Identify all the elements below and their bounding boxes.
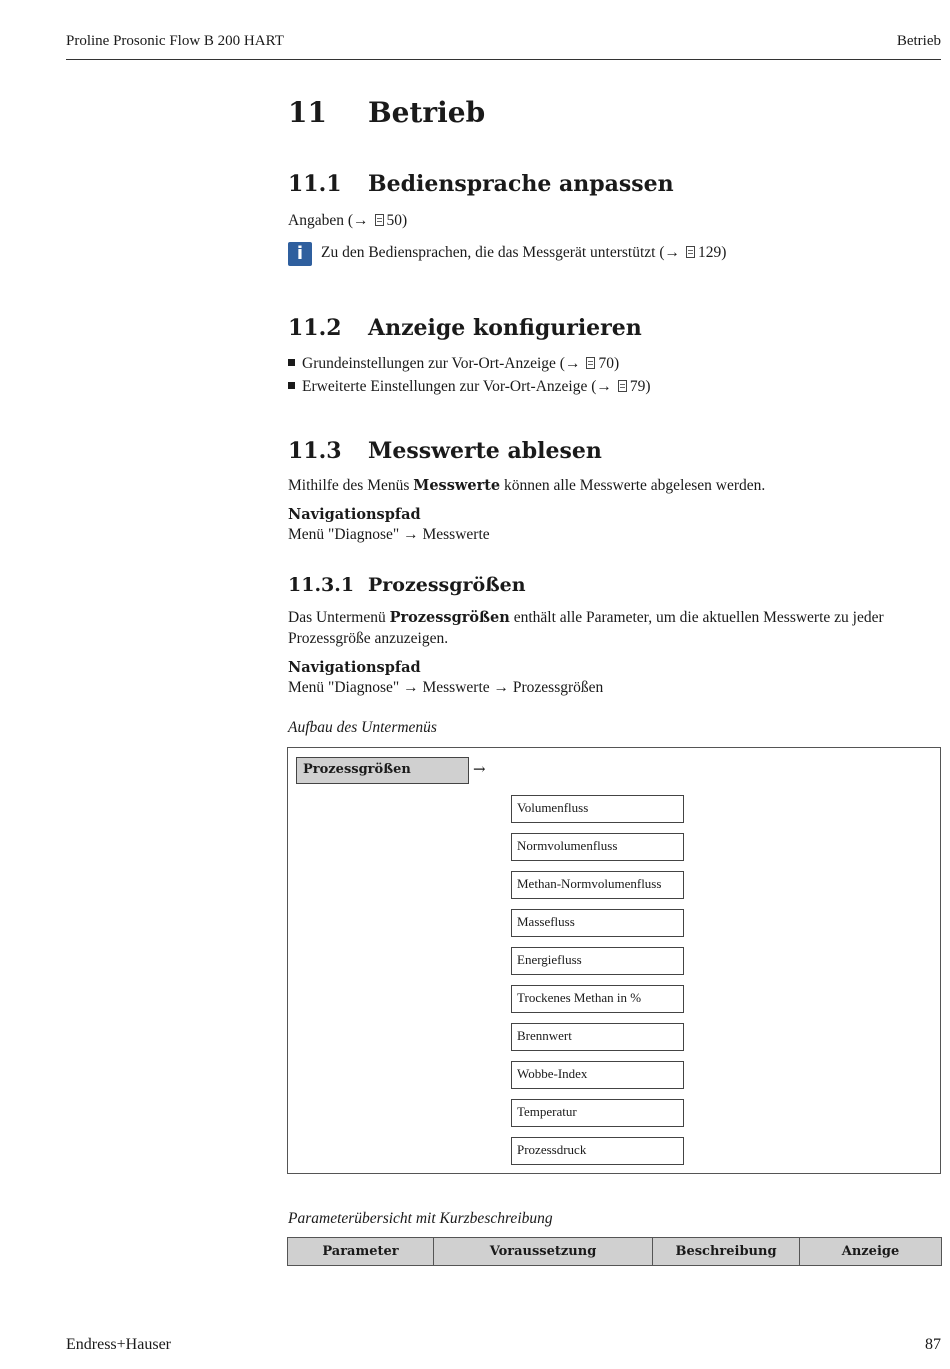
nav-path: Menü "Diagnose" → Messwerte → Prozessgrößen [288, 679, 604, 696]
nav-path: Menü "Diagnose" → Messwerte [288, 526, 490, 543]
page-reference-icon [686, 246, 695, 258]
structure-caption: Aufbau des Untermenüs [288, 719, 437, 736]
menu-item-box: Massefluss [511, 909, 684, 937]
bullet-text: Grundeinstellungen zur Vor-Ort-Anzeige (→ [302, 355, 581, 372]
chapter-number: 11 [288, 96, 327, 129]
menu-item-box: Temperatur [511, 1099, 684, 1127]
menu-item-box: Normvolumenfluss [511, 833, 684, 861]
section-title: Bediensprache anpassen [368, 171, 674, 197]
paragraph-text: Das Untermenü [288, 609, 390, 626]
reference-text: Angaben (→ [288, 212, 369, 229]
page-link[interactable]: 129) [697, 244, 727, 261]
page-reference-icon [375, 214, 384, 226]
nav-label: Navigationspfad [288, 506, 421, 523]
page-link[interactable]: 70) [598, 355, 620, 372]
table-header-row [288, 1238, 942, 1266]
menu-item-box: Energiefluss [511, 947, 684, 975]
parameter-table [287, 1237, 942, 1266]
menu-item-box: Volumenfluss [511, 795, 684, 823]
bullet-item [288, 353, 619, 374]
section-heading-11-3 [288, 438, 602, 464]
section-number: 11.3.1 [288, 574, 355, 596]
paragraph-text: Mithilfe des Menüs [288, 477, 414, 494]
right-arrow-icon: → [473, 760, 486, 778]
menu-item-box: Prozessdruck [511, 1137, 684, 1165]
paragraph-line-2: Prozessgröße anzuzeigen. [288, 630, 449, 647]
section-heading-11-2 [288, 315, 642, 341]
subsection-heading-11-3-1 [288, 574, 526, 596]
bullet-square-icon [288, 382, 295, 389]
section-title: Prozessgrößen [368, 574, 526, 596]
section-number: 11.2 [288, 315, 342, 341]
bullet-text: Erweiterte Einstellungen zur Vor-Ort-Anzeige (→ [302, 378, 612, 395]
page-number: 87 [925, 1336, 941, 1353]
chapter-heading [288, 96, 485, 129]
menu-item-box: Brennwert [511, 1023, 684, 1051]
section-heading-11-1 [288, 171, 674, 197]
section-number: 11.3 [288, 438, 342, 464]
column-header: Beschreibung [653, 1238, 800, 1266]
page-reference-icon [618, 380, 627, 392]
running-header-title: Proline Prosonic Flow B 200 HART [66, 33, 284, 49]
running-header-section: Betrieb [896, 33, 941, 49]
section-title: Messwerte ablesen [368, 438, 602, 464]
section-number: 11.1 [288, 171, 342, 197]
info-note [321, 242, 726, 263]
chapter-title: Betrieb [368, 96, 486, 129]
paragraph-text: können alle Messwerte abgelesen werden. [500, 477, 766, 494]
nav-label: Navigationspfad [288, 659, 421, 676]
menu-item-box: Methan-Normvolumenfluss [511, 871, 684, 899]
header-rule [66, 59, 941, 60]
menu-name: Prozessgrößen [389, 609, 510, 626]
section-title: Anzeige konfigurieren [368, 315, 642, 341]
paragraph-text: enthält alle Parameter, um die aktuellen Messwerte zu jeder [509, 609, 884, 626]
column-header: Voraussetzung [434, 1238, 653, 1266]
table-caption: Parameterübersicht mit Kurzbeschreibung [288, 1210, 553, 1227]
page-reference-icon [586, 357, 595, 369]
page-link[interactable]: 50) [386, 212, 408, 229]
page-link[interactable]: 79) [629, 378, 651, 395]
bullet-item [288, 376, 651, 397]
reference-line [288, 210, 407, 231]
info-icon: i [288, 242, 312, 266]
bullet-square-icon [288, 359, 295, 366]
menu-item-box: Wobbe-Index [511, 1061, 684, 1089]
paragraph [288, 475, 765, 496]
menu-item-box: Trockenes Methan in % [511, 985, 684, 1013]
column-header: Anzeige [800, 1238, 942, 1266]
info-text: Zu den Bediensprachen, die das Messgerät unterstützt (→ [321, 244, 680, 261]
menu-root-box: Prozessgrößen [296, 757, 469, 784]
paragraph [288, 607, 884, 628]
column-header: Parameter [288, 1238, 434, 1266]
footer-brand: Endress+Hauser [66, 1336, 171, 1353]
menu-name: Messwerte [413, 477, 501, 494]
